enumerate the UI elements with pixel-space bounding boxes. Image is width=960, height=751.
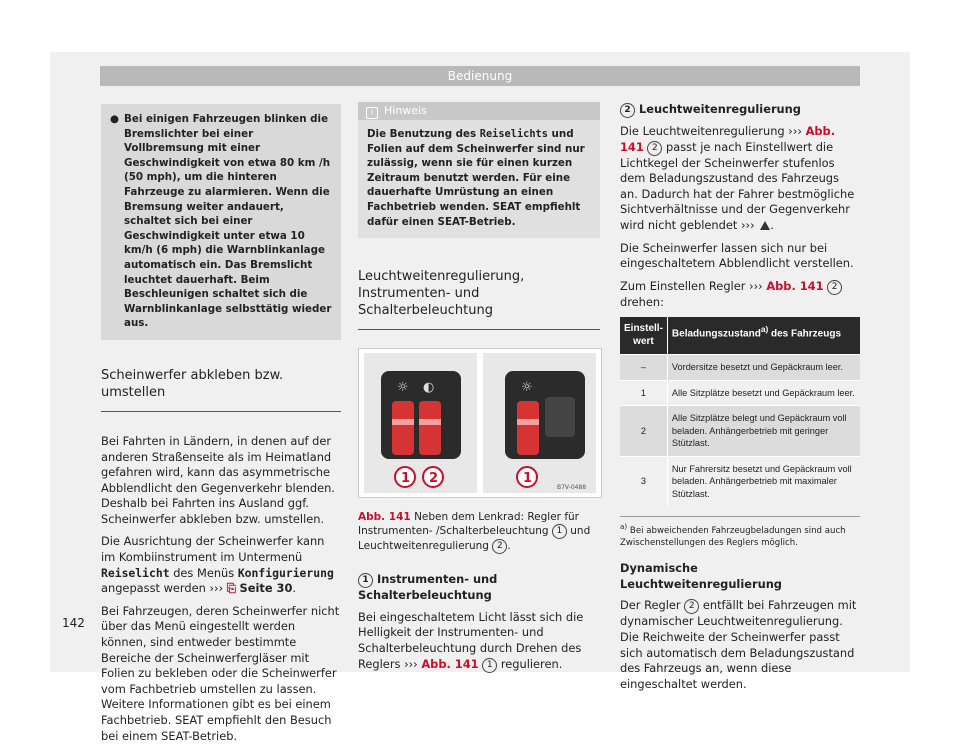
figure-callout: 1	[523, 471, 533, 487]
subheading-instrument-lighting: 1 Instrumenten- und Schalterbeleuchtung	[358, 572, 498, 603]
reference-arrow-icon: ›››	[749, 278, 763, 293]
table-header-setting: Einstell-wert	[620, 317, 667, 355]
paragraph: Bei eingeschaltetem Licht lässt sich die Helligkeit der Instrumenten- und Schalterbeleuchtung durch Drehen des Reglers ››› Abb. 141 1 regulieren.	[358, 609, 584, 671]
load-setting-table	[620, 317, 860, 506]
column-right	[620, 102, 860, 699]
paragraph: Die Scheinwerfer lassen sich nur bei eingeschaltetem Abblendlicht verstellen.	[620, 240, 854, 271]
control-knobs-illustration	[359, 349, 601, 497]
section-title-headlights: Scheinwerfer abkleben bzw. umstellen	[101, 367, 341, 412]
warning-icon[interactable]	[760, 221, 770, 230]
table-row: 1 Alle Sitzplätze besetzt und Gepäckraum leer.	[620, 380, 860, 406]
figure-reference-link[interactable]: Abb. 141	[421, 656, 479, 671]
book-icon: ⎘	[226, 581, 236, 596]
reference-arrow-icon: ›››	[404, 656, 418, 671]
reference-arrow-icon: ›››	[740, 217, 755, 232]
figure-callout: 2	[429, 471, 439, 487]
paragraph: Der Regler 2 entfällt bei Fahrzeugen mit dynamischer Leuchtweitenregulierung. Die Reichweite der Scheinwerfer passt sich automatisch dem Beladungszustand des Fahrzeugs an, wenn diese eingeschaltet werden.	[620, 598, 857, 691]
note-header: i Hinweis	[358, 102, 600, 120]
section-title-lighting: Leuchtweitenregulierung, Instrumenten- und Schalterbeleuchtung	[358, 268, 600, 330]
brake-info-text: Bei einigen Fahrzeugen blinken die Bremslichter bei einer Vollbremsung mit einer Geschwindigkeit von etwa 80 km /h (50 mph), um die hinteren Fahrzeuge zu alarmieren. Wenn die Bremsung weiter andauert, schaltet sich bei einer Geschwindigkeit unter etwa 10 km/h (6 mph) die Warnblinkanlage automatisch ein. Das Bremslicht leuchtet dauerhaft. Beim Beschleunigen schaltet sich die Warnblinkanlage selbsttätig wieder aus.	[124, 113, 332, 330]
figure-reference-link[interactable]: Abb. 141	[766, 278, 824, 293]
figure-callout: 1	[401, 471, 411, 487]
info-icon: i	[366, 107, 378, 119]
table-row: 3 Nur Fahrersitz besetzt und Gepäckraum voll beladen. Anhängerbetrieb mit maximaler Stützlast.	[620, 456, 860, 506]
figure-141	[358, 348, 602, 498]
figure-reference-link[interactable]: Abb. 141	[620, 124, 836, 154]
bullet-icon: ●	[110, 113, 119, 125]
reference-arrow-icon: ›››	[209, 581, 224, 596]
subheading-dynamic: Dynamische Leuchtweitenregulierung	[620, 561, 782, 591]
svg-text:☼: ☼	[397, 380, 409, 396]
column-left	[101, 104, 341, 751]
page-reference-link[interactable]: Seite 30	[239, 581, 293, 596]
figure-code: B7V-0488	[557, 484, 587, 492]
paragraph: Bei Fahrzeugen, deren Scheinwerfer nicht über das Menü eingestellt werden können, sind entweder bestimmte Bereiche der Scheinwerfergläser mit Folien zu bekleben oder die Scheinwerfer vom Fachbetrieb umstellen zu lassen. Weitere Informationen gibt es bei einem Fachbetrieb. SEAT empfiehlt den Besuch bei einem SEAT-Betrieb.	[101, 603, 340, 743]
table-row: 2 Alle Sitzplätze belegt und Gepäckraum voll beladen. Anhängerbetrieb mit geringer Stützlast.	[620, 406, 860, 457]
svg-text:☼: ☼	[521, 380, 533, 396]
table-row: – Vordersitze besetzt und Gepäckraum leer.	[620, 355, 860, 381]
paragraph: Die Ausrichtung der Scheinwerfer kann im Kombiinstrument im Untermenü Reiselicht des Menüs Konfigurierung angepasst werden ››› ⎘ Seite 30.	[101, 534, 334, 596]
reference-arrow-icon: ›››	[788, 124, 802, 138]
table-footnote: $^{a)}$ Bei abweichenden Fahrzeugbeladungen sind auch Zwischenstellungen des Reglers möglich.	[620, 516, 860, 549]
note-body: Die Benutzung des Reiselichts und Folien auf dem Scheinwerfer sind nur zulässig, wenn sie für einen kurzen Zeitraum benutzt werden. Für eine dauerhafte Umrüstung an einen Fachbetrieb wenden. SEAT empfiehlt dafür einen SEAT-Betrieb.	[358, 120, 600, 238]
menu-name: Reiselicht	[101, 565, 170, 580]
table-header-load: Beladungszustand$^{a)}$ des Fahrzeugs	[667, 317, 860, 355]
figure-caption: Abb. 141 Neben dem Lenkrad: Regler für Instrumenten- /Schalterbeleuchtung 1 und Leuchtweitenregulierung 2 .	[358, 511, 591, 553]
section-header: Bedienung	[100, 66, 860, 86]
svg-text:◐: ◐	[423, 380, 435, 396]
menu-name: Reiselichts	[479, 128, 548, 140]
menu-name: Konfigurierung	[237, 565, 334, 580]
subheading-headlight-range: 2 Leuchtweitenregulierung	[620, 102, 860, 118]
page-number: 142	[62, 616, 85, 630]
paragraph: Bei Fahrten in Ländern, in denen auf der anderen Straßenseite als im Heimatland gefahren wird, kann das asymmetrische Abblendlicht den Gegenverkehr blenden. Deshalb bei Fahrten ins Ausland ggf. Scheinwerfer abkleben bzw. umstellen.	[101, 433, 335, 526]
info-box-brake	[101, 104, 341, 340]
column-middle	[358, 102, 600, 680]
paragraph: Die Leuchtweitenregulierung ››› Abb. 141 2 passt je nach Einstellwert die Lichtkegel der Scheinwerfer stufenlos dem Beladungszustand des Fahrzeugs an. Dadurch hat der Fahrer bestmögliche Sichtverhältnisse und der Gegenverkehr wird nicht geblendet ››› .	[620, 124, 855, 232]
paragraph: Zum Einstellen Regler ››› Abb. 141 2 drehen:	[620, 279, 860, 311]
